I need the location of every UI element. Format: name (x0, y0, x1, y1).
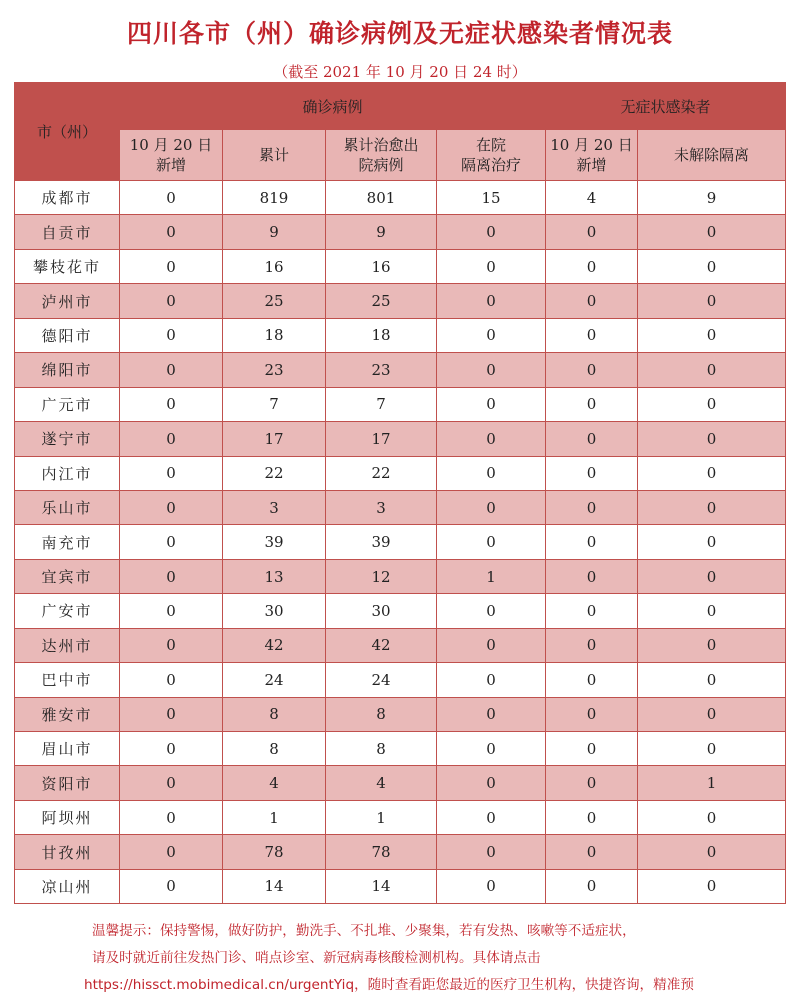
cell-new-confirmed: 0 (120, 766, 223, 800)
cell-in-hospital: 0 (437, 284, 546, 318)
cell-city: 攀枝花市 (15, 249, 120, 283)
cell-cured: 23 (326, 353, 437, 387)
cell-asym-new: 0 (546, 800, 638, 834)
cell-asym-isolation: 0 (638, 835, 786, 869)
cell-in-hospital: 0 (437, 525, 546, 559)
cell-city: 内江市 (15, 456, 120, 490)
cell-asym-new: 0 (546, 490, 638, 524)
cell-new-confirmed: 0 (120, 353, 223, 387)
cell-cured: 3 (326, 490, 437, 524)
cell-asym-isolation: 0 (638, 284, 786, 318)
cell-asym-isolation: 0 (638, 732, 786, 766)
cell-in-hospital: 0 (437, 318, 546, 352)
cell-in-hospital: 0 (437, 628, 546, 662)
cell-in-hospital: 0 (437, 353, 546, 387)
cell-new-confirmed: 0 (120, 663, 223, 697)
cell-asym-new: 0 (546, 594, 638, 628)
cell-city: 资阳市 (15, 766, 120, 800)
table-row (15, 490, 786, 524)
cell-new-confirmed: 0 (120, 456, 223, 490)
confirmed-group-header: 确诊病例 (120, 83, 546, 130)
cell-asym-new: 0 (546, 732, 638, 766)
cell-new-confirmed: 0 (120, 215, 223, 249)
cell-city: 甘孜州 (15, 835, 120, 869)
cell-total: 14 (223, 869, 326, 903)
cell-asym-new: 0 (546, 387, 638, 421)
cell-in-hospital: 0 (437, 869, 546, 903)
cell-asym-isolation: 0 (638, 456, 786, 490)
cell-city: 凉山州 (15, 869, 120, 903)
cell-asym-isolation: 0 (638, 628, 786, 662)
cell-in-hospital: 0 (437, 490, 546, 524)
cell-in-hospital: 0 (437, 697, 546, 731)
table-row (15, 284, 786, 318)
cell-total: 78 (223, 835, 326, 869)
city-column-header: 市（州） (15, 83, 120, 181)
cell-in-hospital: 0 (437, 732, 546, 766)
cell-asym-isolation: 0 (638, 594, 786, 628)
table-row (15, 766, 786, 800)
cell-asym-new: 0 (546, 249, 638, 283)
cell-new-confirmed: 0 (120, 628, 223, 662)
cell-asym-new: 0 (546, 215, 638, 249)
cell-asym-isolation: 1 (638, 766, 786, 800)
cell-cured: 42 (326, 628, 437, 662)
table-row (15, 559, 786, 593)
cell-new-confirmed: 0 (120, 490, 223, 524)
cell-total: 3 (223, 490, 326, 524)
cell-asym-new: 0 (546, 525, 638, 559)
table-row (15, 387, 786, 421)
cell-total: 25 (223, 284, 326, 318)
cell-new-confirmed: 0 (120, 594, 223, 628)
cell-cured: 18 (326, 318, 437, 352)
cell-asym-new: 0 (546, 766, 638, 800)
cell-asym-new: 0 (546, 353, 638, 387)
cell-new-confirmed: 0 (120, 284, 223, 318)
header-row-groups (15, 83, 786, 130)
cell-asym-isolation: 0 (638, 318, 786, 352)
cell-total: 7 (223, 387, 326, 421)
cell-total: 4 (223, 766, 326, 800)
cell-cured: 22 (326, 456, 437, 490)
cell-asym-new: 0 (546, 456, 638, 490)
table-row (15, 732, 786, 766)
table-row (15, 249, 786, 283)
cell-city: 南充市 (15, 525, 120, 559)
tips-block (84, 918, 792, 999)
header-row-columns (15, 130, 786, 181)
cell-total: 819 (223, 181, 326, 215)
cell-asym-new: 0 (546, 697, 638, 731)
cell-cured: 78 (326, 835, 437, 869)
col-header-asym-new: 10 月 20 日 新增 (546, 130, 638, 181)
cell-cured: 8 (326, 697, 437, 731)
table-row (15, 835, 786, 869)
cell-cured: 39 (326, 525, 437, 559)
col-header-new-confirmed: 10 月 20 日 新增 (120, 130, 223, 181)
cell-new-confirmed: 0 (120, 387, 223, 421)
cell-in-hospital: 0 (437, 594, 546, 628)
cell-new-confirmed: 0 (120, 835, 223, 869)
cell-asym-isolation: 0 (638, 697, 786, 731)
table-row (15, 422, 786, 456)
cell-asym-new: 4 (546, 181, 638, 215)
cell-cured: 4 (326, 766, 437, 800)
cell-cured: 1 (326, 800, 437, 834)
cell-in-hospital: 0 (437, 456, 546, 490)
cell-city: 眉山市 (15, 732, 120, 766)
cell-new-confirmed: 0 (120, 559, 223, 593)
cell-cured: 24 (326, 663, 437, 697)
cell-new-confirmed: 0 (120, 525, 223, 559)
table-row (15, 215, 786, 249)
table-row (15, 697, 786, 731)
stats-table (14, 82, 786, 904)
tips-line-1: 温馨提示：保持警惕，做好防护，勤洗手、不扎堆、少聚集，若有发热、咳嗽等不适症状， (92, 923, 636, 939)
cell-total: 42 (223, 628, 326, 662)
cell-new-confirmed: 0 (120, 697, 223, 731)
cell-asym-new: 0 (546, 284, 638, 318)
cell-new-confirmed: 0 (120, 422, 223, 456)
cell-asym-isolation: 0 (638, 663, 786, 697)
cell-new-confirmed: 0 (120, 249, 223, 283)
cell-asym-isolation: 0 (638, 800, 786, 834)
col-header-in-hospital: 在院 隔离治疗 (437, 130, 546, 181)
table-row (15, 800, 786, 834)
cell-in-hospital: 0 (437, 249, 546, 283)
cell-cured: 16 (326, 249, 437, 283)
cell-total: 9 (223, 215, 326, 249)
cell-city: 广元市 (15, 387, 120, 421)
cell-asym-isolation: 0 (638, 869, 786, 903)
cell-city: 达州市 (15, 628, 120, 662)
tips-line-2: 请及时就近前往发热门诊、哨点诊室、新冠病毒核酸检测机构。具体请点击 (92, 950, 541, 966)
cell-asym-new: 0 (546, 869, 638, 903)
table-row (15, 594, 786, 628)
cell-total: 39 (223, 525, 326, 559)
cell-city: 雅安市 (15, 697, 120, 731)
table-row (15, 869, 786, 903)
col-header-cured: 累计治愈出 院病例 (326, 130, 437, 181)
cell-asym-new: 0 (546, 318, 638, 352)
cell-total: 23 (223, 353, 326, 387)
cell-in-hospital: 0 (437, 215, 546, 249)
cell-cured: 30 (326, 594, 437, 628)
cell-total: 8 (223, 732, 326, 766)
table-row (15, 353, 786, 387)
cell-in-hospital: 0 (437, 663, 546, 697)
cell-asym-isolation: 0 (638, 559, 786, 593)
table-row (15, 663, 786, 697)
cell-total: 30 (223, 594, 326, 628)
cell-in-hospital: 0 (437, 835, 546, 869)
cell-in-hospital: 0 (437, 387, 546, 421)
cell-total: 1 (223, 800, 326, 834)
cell-new-confirmed: 0 (120, 318, 223, 352)
cell-city: 阿坝州 (15, 800, 120, 834)
cell-cured: 25 (326, 284, 437, 318)
cell-city: 自贡市 (15, 215, 120, 249)
page-subtitle: （截至 2021 年 10 月 20 日 24 时） (273, 63, 527, 81)
cell-asym-new: 0 (546, 559, 638, 593)
cell-total: 18 (223, 318, 326, 352)
cell-asym-isolation: 0 (638, 249, 786, 283)
cell-in-hospital: 0 (437, 800, 546, 834)
table-row (15, 318, 786, 352)
cell-total: 16 (223, 249, 326, 283)
cell-total: 17 (223, 422, 326, 456)
cell-total: 8 (223, 697, 326, 731)
cell-city: 广安市 (15, 594, 120, 628)
table-body (15, 181, 786, 904)
cell-asym-isolation: 0 (638, 422, 786, 456)
table-row (15, 525, 786, 559)
cell-asym-isolation: 0 (638, 387, 786, 421)
cell-cured: 9 (326, 215, 437, 249)
cell-asym-new: 0 (546, 663, 638, 697)
cell-in-hospital: 1 (437, 559, 546, 593)
cell-city: 遂宁市 (15, 422, 120, 456)
cell-asym-isolation: 0 (638, 353, 786, 387)
cell-asym-new: 0 (546, 422, 638, 456)
cell-in-hospital: 0 (437, 766, 546, 800)
cell-total: 13 (223, 559, 326, 593)
table-row (15, 181, 786, 215)
cell-total: 22 (223, 456, 326, 490)
cell-cured: 17 (326, 422, 437, 456)
asymptomatic-group-header: 无症状感染者 (546, 83, 786, 130)
cell-cured: 12 (326, 559, 437, 593)
cell-city: 宜宾市 (15, 559, 120, 593)
cell-cured: 8 (326, 732, 437, 766)
cell-asym-new: 0 (546, 628, 638, 662)
cell-city: 德阳市 (15, 318, 120, 352)
table-row (15, 628, 786, 662)
cell-in-hospital: 15 (437, 181, 546, 215)
cell-new-confirmed: 0 (120, 181, 223, 215)
cell-asym-new: 0 (546, 835, 638, 869)
cell-city: 成都市 (15, 181, 120, 215)
cell-city: 泸州市 (15, 284, 120, 318)
cell-total: 24 (223, 663, 326, 697)
cell-asym-isolation: 0 (638, 215, 786, 249)
cell-new-confirmed: 0 (120, 869, 223, 903)
page-title: 四川各市（州）确诊病例及无症状感染者情况表 (126, 19, 673, 48)
cell-cured: 7 (326, 387, 437, 421)
cell-asym-isolation: 9 (638, 181, 786, 215)
cell-cured: 801 (326, 181, 437, 215)
cell-cured: 14 (326, 869, 437, 903)
cell-city: 巴中市 (15, 663, 120, 697)
col-header-total: 累计 (223, 130, 326, 181)
cell-new-confirmed: 0 (120, 732, 223, 766)
cell-asym-isolation: 0 (638, 490, 786, 524)
cell-asym-isolation: 0 (638, 525, 786, 559)
col-header-asym-isolation: 未解除隔离 (638, 130, 786, 181)
cell-in-hospital: 0 (437, 422, 546, 456)
tips-line-3-link[interactable]: https://hissct.mobimedical.cn/urgentYiq，随时查看距您最近的医疗卫生机构，快捷咨询，精准预 (84, 977, 694, 993)
cell-new-confirmed: 0 (120, 800, 223, 834)
table-row (15, 456, 786, 490)
cell-city: 乐山市 (15, 490, 120, 524)
cell-city: 绵阳市 (15, 353, 120, 387)
